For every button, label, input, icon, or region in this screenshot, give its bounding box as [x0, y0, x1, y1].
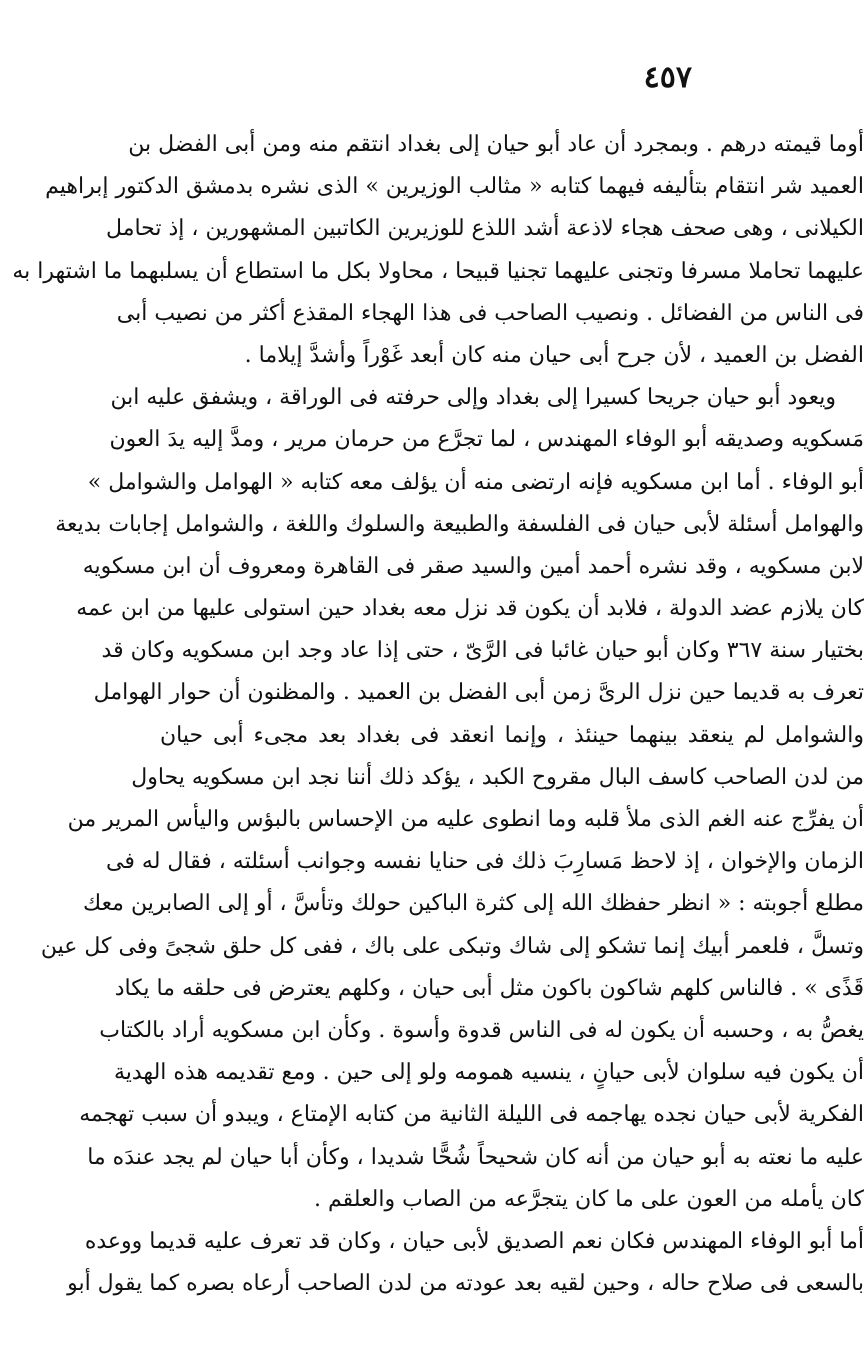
text-line: أن يفرِّج عنه الغم الذى ملأ قلبه وما انطوى عليه من الإحساس بالبؤس واليأس المرير من: [67, 807, 864, 832]
text-line: الفكرية لأبى حيان نجده يهاجمه فى الليلة الثانية من كتابه الإمتاع ، ويبدو أن سبب تهجمه: [79, 1102, 864, 1128]
text-line: الكيلانى ، وهى صحف هجاء لاذعة أشد اللذع للوزيرين الكاتبين المشهورين ، إذ تحامل: [106, 216, 864, 242]
text-line: بختيار سنة ٣٦٧ وكان أبو حيان غائبا فى الرَّىّ ، حتى إذا عاد وجد ابن مسكويه وكان قد: [101, 638, 864, 664]
text-line: أن يكون فيه سلوان لأبى حيانٍ ، ينسيه همومه ولو إلى حين . ومع تقديمه هذه الهدية: [113, 1060, 864, 1086]
text-line: ويعود أبو حيان جريحا كسيرا إلى بغداد وإلى حرفته فى الوراقة ، ويشفق عليه ابن: [110, 385, 836, 411]
page-number: ٤٥٧: [643, 60, 692, 95]
text-line: كان يأمله من العون على ما كان يتجرَّعه من الصاب والعلقم .: [314, 1186, 864, 1212]
text-line: عليه ما نعته به أبو حيان من أنه كان شحيحاً شُحًّا شديدا ، وكأن أبا حيان لم يجد عندَه ما: [87, 1144, 864, 1170]
body-text: [12, 124, 864, 1305]
text-line: قَذًى » . فالناس كلهم شاكون باكون مثل أبى حيان ، وكلهم يعترض فى حلقه ما يكاد: [114, 975, 864, 1001]
text-line: الزمان والإخوان ، إذ لاحظ مَسارِبَ ذلك فى حنايا نفسه وجوانب أسئلته ، فقال له فى: [106, 849, 864, 875]
text-line: الفضل بن العميد ، لأن جرح أبى حيان منه كان أبعد غَوْراً وأشدَّ إيلاما .: [244, 342, 864, 368]
text-line: أبو الوفاء . أما ابن مسكويه فإنه ارتضى منه أن يؤلف معه كتابه « الهوامل والشوامل »: [87, 469, 864, 495]
text-line: لابن مسكويه ، وقد نشره أحمد أمين والسيد صقر فى القاهرة ومعروف أن ابن مسكويه: [82, 553, 864, 579]
text-line: والهوامل أسئلة لأبى حيان فى الفلسفة والطبيعة والسلوك واللغة ، والشوامل إجابات بديعة: [55, 511, 864, 537]
text-line: بالسعى فى صلاح حاله ، وحين لقيه بعد عودته من لدن الصاحب أرعاه بصره كما يقول أبو: [67, 1271, 864, 1297]
text-line: كان يلازم عضد الدولة ، فلابد أن يكون قد نزل معه بغداد حين استولى عليها من ابن عمه: [76, 596, 864, 622]
text-line: فى الناس من الفضائل . ونصيب الصاحب فى هذا الهجاء المقذع أكثر من نصيب أبى: [116, 300, 864, 326]
text-line: أما أبو الوفاء المهندس فكان نعم الصديق لأبى حيان ، وكان قد تعرف عليه قديما ووعده: [84, 1228, 864, 1254]
text-line: عليهما تحاملا مسرفا وتجنى عليهما تجنيا قبيحا ، محاولا بكل ما استطاع أن يسلبهما ما اشتهرا به: [12, 258, 864, 284]
text-line: يغصُّ به ، وحسبه أن يكون له فى الناس قدوة وأسوة . وكأن ابن مسكويه أراد بالكتاب: [99, 1017, 864, 1043]
text-line: من لدن الصاحب كاسف البال مقروح الكبد ، يؤكد ذلك أننا نجد ابن مسكويه يحاول: [131, 764, 864, 790]
text-line: العميد شر انتقام بتأليفه فيهما كتابه « مثالب الوزيرين » الذى نشره بدمشق الدكتور إبراهيم: [45, 174, 864, 200]
text-line: مطلع أجوبته : « انظر حفظك الله إلى كثرة الباكين حولك وتأسَّ ، أو إلى الصابرين معك: [83, 891, 864, 917]
text-line: والشوامل لم ينعقد بينهما حينئذ ، وإنما انعقد فى بغداد بعد مجىء أبى حيان: [160, 722, 864, 748]
text-line: مَسكويه وصديقه أبو الوفاء المهندس ، لما تجرَّع من حرمان مرير ، ومدَّ إليه يدَ العون: [109, 427, 864, 453]
text-line: وتسلَّ ، فلعمر أبيك إنما تشكو إلى شاك وتبكى على باك ، ففى كل حلق شجىً وفى كل عين: [40, 933, 864, 959]
text-line: أوما قيمته درهم . وبمجرد أن عاد أبو حيان إلى بغداد انتقم منه ومن أبى الفضل بن: [128, 132, 864, 157]
text-line: تعرف به قديما حين نزل الرىَّ زمن أبى الفضل بن العميد . والمظنون أن حوار الهوامل: [93, 680, 864, 706]
